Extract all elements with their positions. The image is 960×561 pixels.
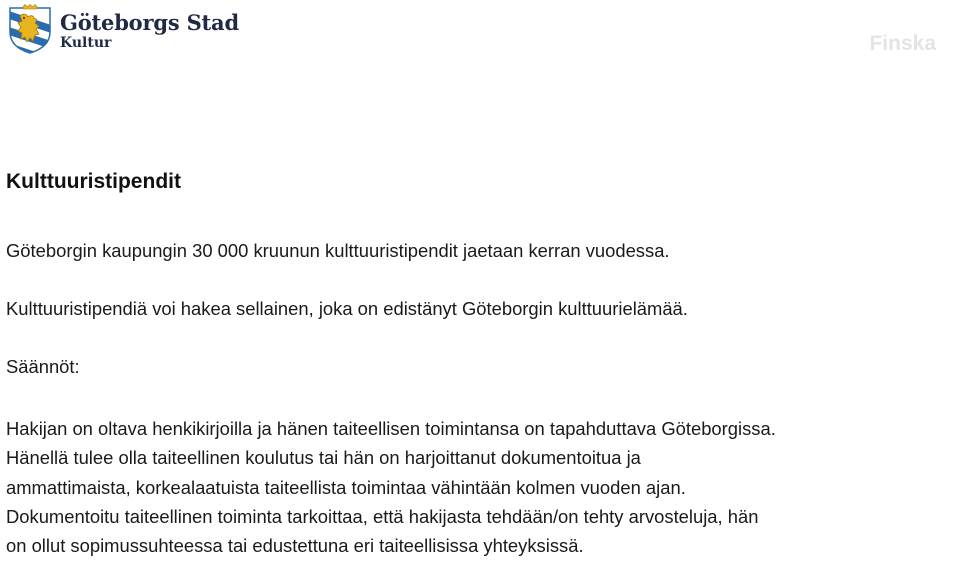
rules-line: Dokumentoitu taiteellinen toiminta tarkoittaa, että hakijasta tehdään/on tehty arvosteluja, hän xyxy=(6,505,759,527)
rules-text xyxy=(6,414,776,560)
rules-line: Hänellä tulee olla taiteellinen koulutus tai hän on harjoittanut dokumentoitua ja xyxy=(6,447,641,469)
paragraph-eligibility: Kulttuuristipendiä voi hakea sellainen, joka on edistänyt Göteborgin kulttuurielämää. xyxy=(6,298,688,319)
page-title: Kulttuuristipendit xyxy=(6,170,181,193)
rules-line: ammattimaista, korkealaatuista taiteellista toimintaa vähintään kolmen vuoden ajan. xyxy=(6,476,686,498)
rules-line: Hakijan on oltava henkikirjoilla ja hänen taiteellisen toimintansa on tapahduttava Göteborgissa. xyxy=(6,418,776,439)
page-header xyxy=(0,0,960,70)
language-label: Finska xyxy=(869,32,936,55)
rules-line: on ollut sopimussuhteessa tai edustettuna eri taiteellisissa yhteyksissä. xyxy=(6,535,584,557)
paragraph-stipend-amount: Göteborgin kaupungin 30 000 kruunun kulttuuristipendit jaetaan kerran vuodessa. xyxy=(6,240,670,261)
goteborg-coat-of-arms-icon xyxy=(6,4,54,54)
org-logo xyxy=(6,4,239,54)
rules-label: Säännöt: xyxy=(6,356,80,377)
org-name: Göteborgs Stad xyxy=(60,10,239,35)
org-unit: Kultur xyxy=(60,35,112,51)
